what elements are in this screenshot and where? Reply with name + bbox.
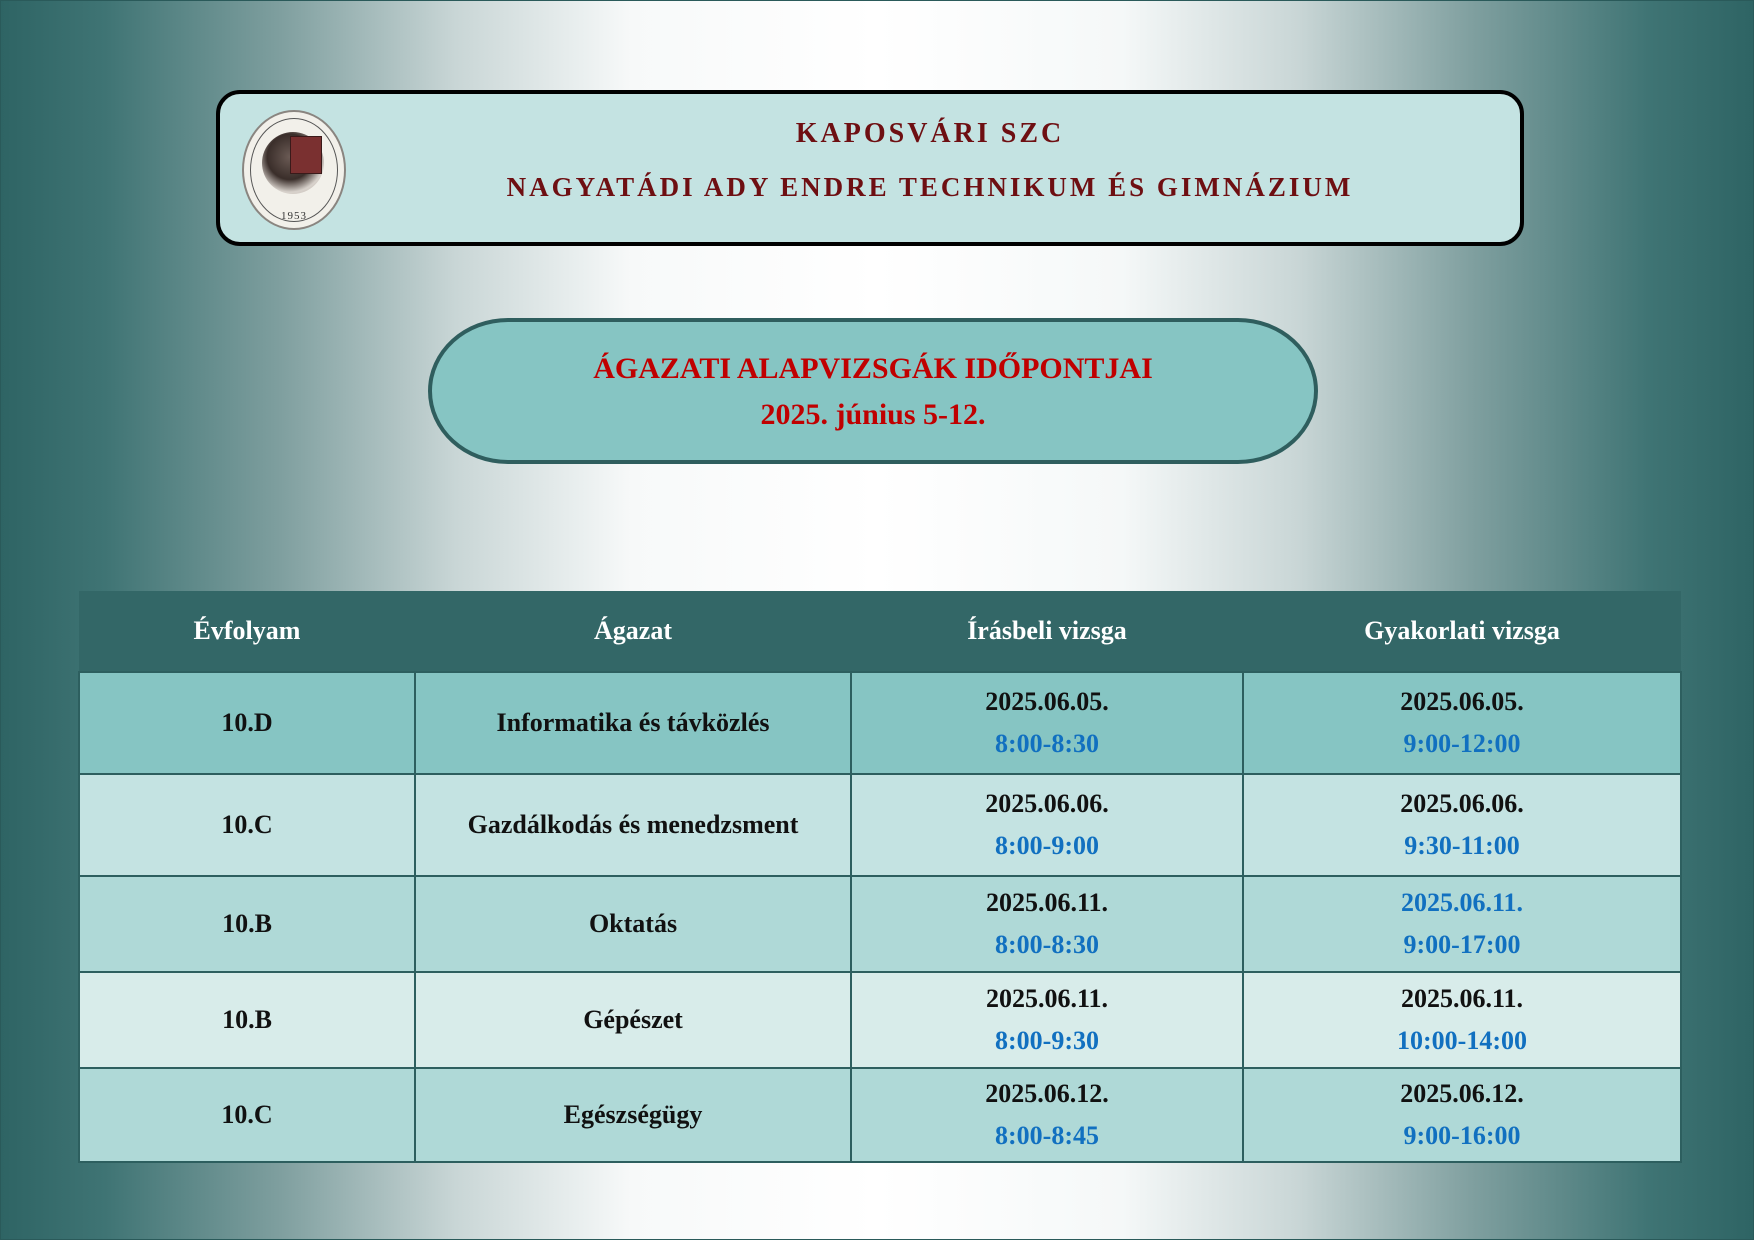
school-logo	[242, 110, 346, 230]
practical-time: 9:30-11:00	[1404, 831, 1520, 860]
practical-time: 9:00-17:00	[1403, 930, 1521, 959]
logo-building	[290, 136, 322, 174]
practical-time: 10:00-14:00	[1397, 1026, 1527, 1055]
header-written-exam: Írásbeli vizsga	[851, 591, 1243, 672]
school-header	[216, 90, 1524, 246]
table-header-row	[79, 591, 1681, 672]
written-exam-cell	[851, 672, 1243, 774]
practical-date: 2025.06.12.	[1400, 1079, 1524, 1108]
grade-cell: 10.C	[79, 1068, 415, 1162]
practical-exam-cell	[1243, 672, 1681, 774]
grade-cell: 10.D	[79, 672, 415, 774]
practical-exam-cell	[1243, 876, 1681, 972]
written-date: 2025.06.11.	[985, 984, 1109, 1013]
practical-date: 2025.06.11.	[1400, 888, 1524, 917]
practical-time: 9:00-12:00	[1403, 729, 1521, 758]
written-time: 8:00-8:30	[995, 729, 1099, 758]
written-date: 2025.06.12.	[985, 1079, 1109, 1108]
practical-date: 2025.06.06.	[1400, 789, 1524, 818]
written-exam-cell	[851, 876, 1243, 972]
exam-schedule-table	[78, 591, 1682, 1163]
sector-cell: Informatika és távközlés	[415, 672, 851, 774]
practical-exam-cell	[1243, 1068, 1681, 1162]
written-date: 2025.06.05.	[985, 687, 1109, 716]
table-row	[79, 672, 1681, 774]
sector-cell: Egészségügy	[415, 1068, 851, 1162]
table-row	[79, 876, 1681, 972]
banner-title: ÁGAZATI ALAPVIZSGÁK IDŐPONTJAI	[593, 352, 1153, 385]
grade-cell: 10.B	[79, 972, 415, 1068]
school-name: NAGYATÁDI ADY ENDRE TECHNIKUM ÉS GIMNÁZIUM	[506, 172, 1354, 202]
table-row	[79, 972, 1681, 1068]
practical-exam-cell	[1243, 972, 1681, 1068]
sector-cell: Oktatás	[415, 876, 851, 972]
table-row	[79, 774, 1681, 876]
practical-time: 9:00-16:00	[1403, 1121, 1521, 1150]
written-exam-cell	[851, 972, 1243, 1068]
written-exam-cell	[851, 774, 1243, 876]
written-date: 2025.06.06.	[985, 789, 1109, 818]
district-name: KAPOSVÁRI SZC	[795, 118, 1065, 149]
sector-cell: Gépészet	[415, 972, 851, 1068]
grade-cell: 10.C	[79, 774, 415, 876]
written-time: 8:00-9:00	[995, 831, 1099, 860]
table-row	[79, 1068, 1681, 1162]
practical-date: 2025.06.05.	[1400, 687, 1524, 716]
logo-year: 1953	[281, 210, 307, 222]
banner-date: 2025. június 5-12.	[760, 398, 986, 431]
written-time: 8:00-8:30	[995, 930, 1099, 959]
written-date: 2025.06.11.	[985, 888, 1109, 917]
practical-date: 2025.06.11.	[1400, 984, 1524, 1013]
exam-title-banner	[428, 318, 1318, 464]
grade-cell: 10.B	[79, 876, 415, 972]
written-time: 8:00-8:45	[995, 1121, 1099, 1150]
header-practical-exam: Gyakorlati vizsga	[1243, 591, 1681, 672]
written-exam-cell	[851, 1068, 1243, 1162]
written-time: 8:00-9:30	[995, 1026, 1099, 1055]
header-sector: Ágazat	[415, 591, 851, 672]
header-grade: Évfolyam	[79, 591, 415, 672]
practical-exam-cell	[1243, 774, 1681, 876]
sector-cell: Gazdálkodás és menedzsment	[415, 774, 851, 876]
